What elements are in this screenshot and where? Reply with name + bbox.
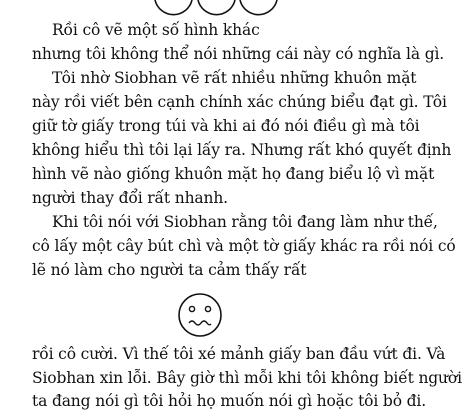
- text-line: không hiểu thì tôi lại lấy ra. Nhưng rất khó quyết định: [32, 141, 452, 159]
- text-line: lẽ nó làm cho người ta cảm thấy rất: [32, 261, 307, 279]
- confused-face-icon: [165, 285, 235, 345]
- text-line: cô lấy một cây bút chì và một tờ giấy khác ra rồi nói có: [32, 237, 456, 255]
- text-line: Siobhan xin lỗi. Bây giờ thì mỗi khi tôi không biết người: [32, 369, 462, 387]
- text-line: Rồi cô vẽ một số hình khác: [52, 21, 260, 39]
- text-line: ta đang nói gì tôi hỏi họ muốn nói gì hoặc tôi bỏ đi.: [32, 392, 427, 410]
- text-line: này rồi viết bên cạnh chính xác chúng biểu đạt gì. Tôi: [32, 93, 447, 111]
- text-line: hình vẽ nào giống khuôn mặt họ đang biểu lộ vì mặt: [32, 165, 435, 183]
- text-line: nhưng tôi không thể nói những cái này có nghĩa là gì.: [32, 45, 445, 63]
- partial-face-drawings-icon: [0, 0, 400, 20]
- text-line: Khi tôi nói với Siobhan rằng tôi đang làm như thế,: [52, 213, 438, 231]
- text-line: Tôi nhờ Siobhan vẽ rất nhiều những khuôn mặt: [52, 69, 417, 87]
- text-line: rồi cô cười. Vì thế tôi xé mảnh giấy ban đầu vứt đi. Và: [32, 345, 446, 363]
- text-line: người thay đổi rất nhanh.: [32, 189, 228, 207]
- text-line: giữ tờ giấy trong túi và khi ai đó nói điều gì mà tôi: [32, 117, 420, 135]
